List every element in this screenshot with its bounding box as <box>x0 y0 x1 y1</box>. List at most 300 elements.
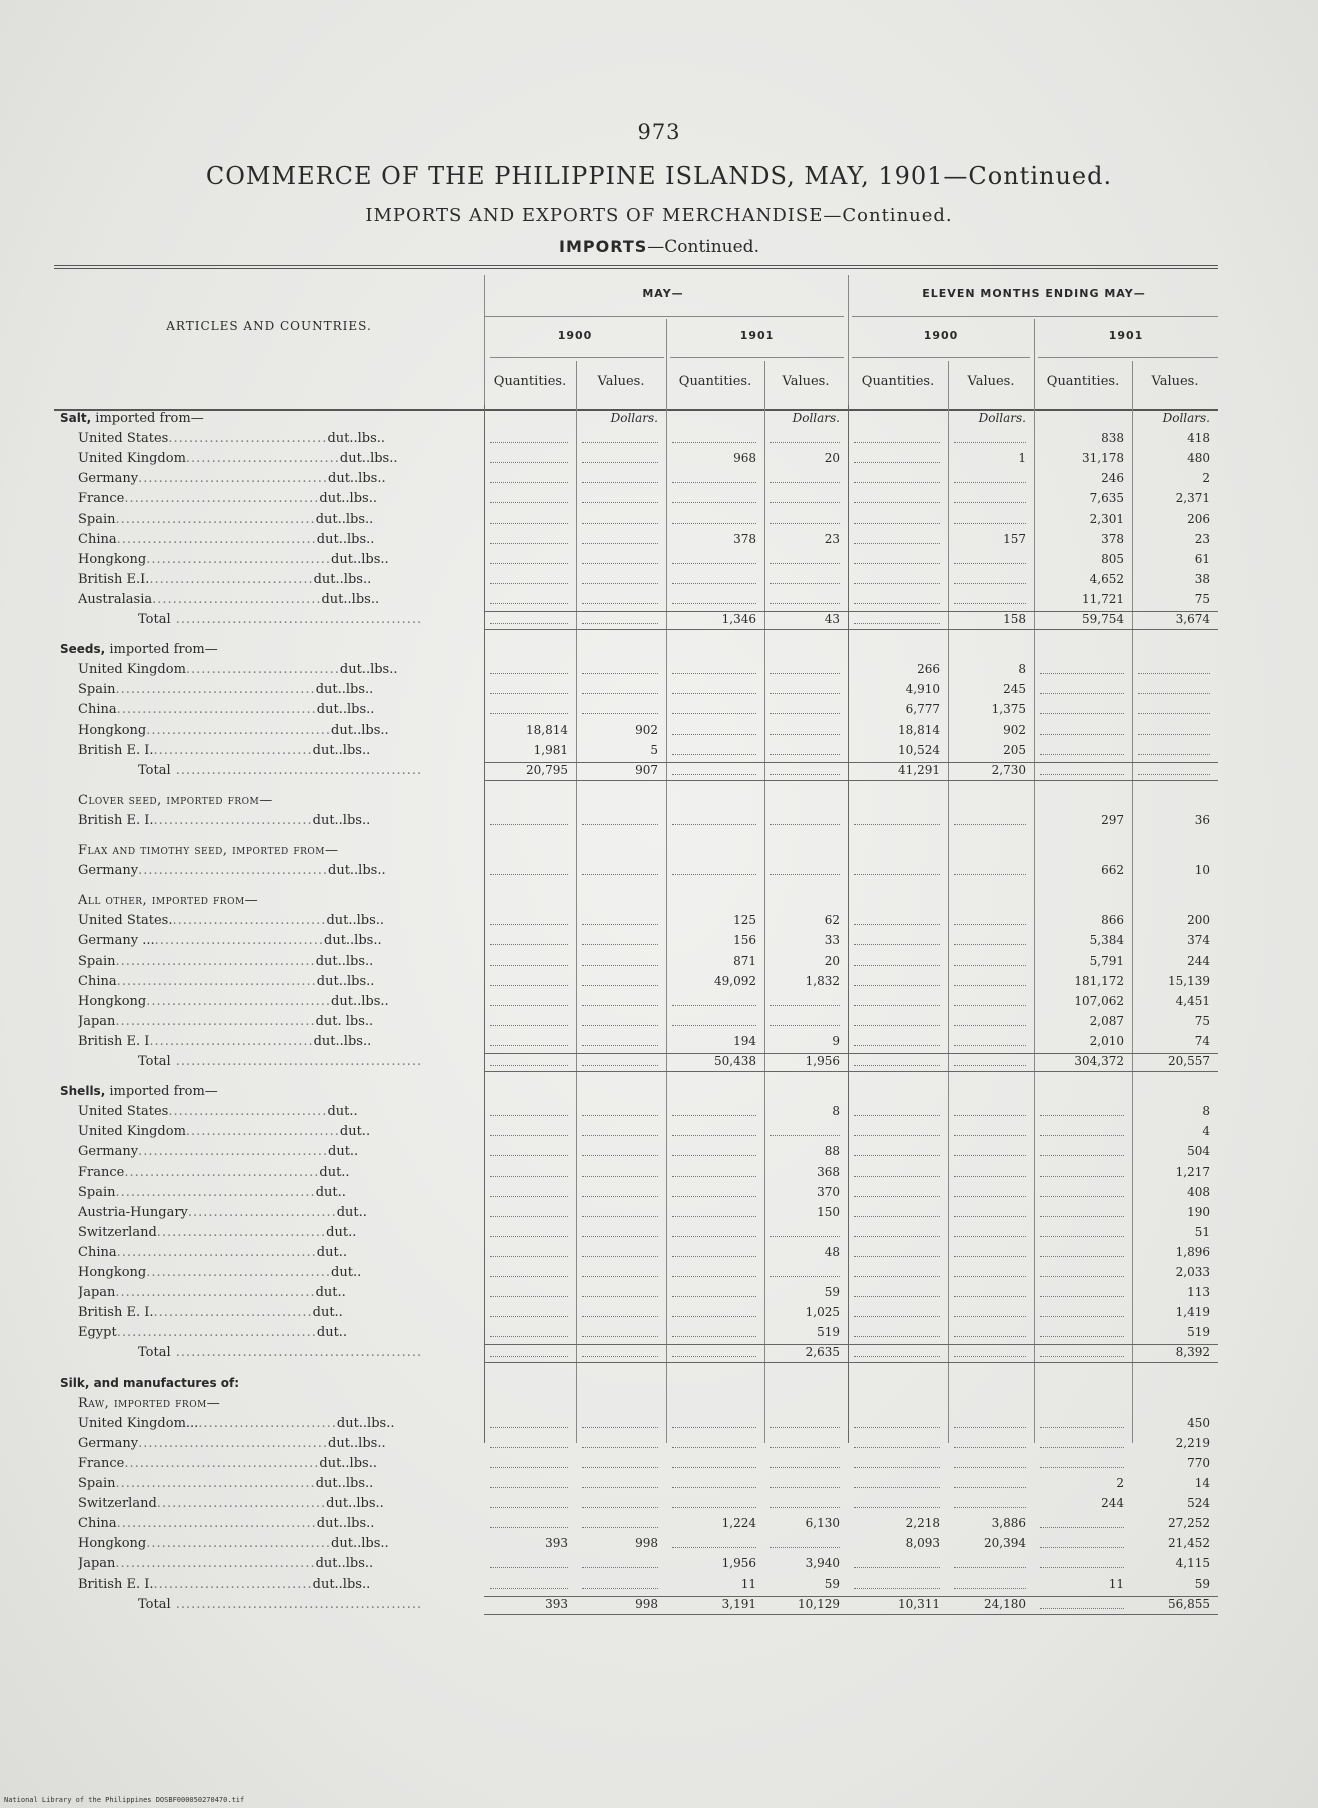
total-rule <box>484 1596 1218 1597</box>
empty-cell-dash <box>490 1427 568 1428</box>
row-label <box>60 411 480 426</box>
table-row <box>54 550 1218 570</box>
table-row <box>54 489 1218 509</box>
empty-cell-dash <box>1040 754 1124 755</box>
empty-cell-dash <box>582 824 658 825</box>
unit-label: dut..lbs.. <box>315 682 374 698</box>
country-name: Spain <box>78 511 116 527</box>
leader-dots: ....................................... <box>115 1285 316 1301</box>
section-title-rest: —Continued. <box>647 237 759 257</box>
empty-cell-dash <box>1040 1276 1124 1277</box>
empty-cell-dash <box>770 1427 840 1428</box>
table-cell: 107,062 <box>1074 993 1124 1008</box>
header-year-1900-may: 1900 <box>557 329 593 342</box>
table-cell: 6,777 <box>905 702 940 717</box>
empty-cell-dash <box>582 482 658 483</box>
table-cell: 20,795 <box>526 762 568 777</box>
row-label <box>78 682 480 697</box>
table-cell: 5,384 <box>1089 933 1124 948</box>
empty-cell-dash <box>954 1135 1026 1136</box>
empty-cell-dash <box>672 1507 756 1508</box>
empty-cell-dash <box>770 1467 840 1468</box>
row-label <box>78 1325 480 1340</box>
country-name: Japan <box>78 1285 116 1301</box>
leader-dots: ....................................... <box>115 1184 316 1200</box>
empty-cell-dash <box>672 693 756 694</box>
empty-cell-dash <box>582 693 658 694</box>
table-cell: 770 <box>1187 1455 1210 1470</box>
table-row <box>54 931 1218 951</box>
empty-cell-dash <box>1040 1356 1124 1357</box>
row-label <box>78 793 498 808</box>
table-cell: 4 <box>1202 1124 1210 1139</box>
empty-cell-dash <box>770 1276 840 1277</box>
empty-cell-dash <box>582 1296 658 1297</box>
table-row <box>54 1414 1218 1434</box>
empty-cell-dash <box>954 1427 1026 1428</box>
table-row <box>54 510 1218 530</box>
leader-dots: ........................... <box>198 1415 337 1431</box>
table-cell: 194 <box>733 1033 756 1048</box>
empty-cell-dash <box>672 734 756 735</box>
unit-label: dut..lbs.. <box>316 1516 375 1532</box>
empty-cell-dash <box>582 523 658 524</box>
empty-cell-dash <box>954 1316 1026 1317</box>
empty-cell-dash <box>1040 1567 1124 1568</box>
empty-cell-dash <box>490 442 568 443</box>
unit-label: dut..lbs.. <box>331 722 389 738</box>
empty-cell-dash <box>582 583 658 584</box>
table-cell: 3,940 <box>805 1556 840 1571</box>
empty-cell-dash <box>672 1135 756 1136</box>
empty-cell-dash <box>490 1507 568 1508</box>
table-cell: 10,524 <box>898 742 940 757</box>
leader-dots: ............................... <box>168 1104 328 1120</box>
table-cell: 158 <box>1003 612 1026 626</box>
total-rule <box>484 780 1218 781</box>
empty-cell-dash <box>582 1045 658 1046</box>
empty-cell-dash <box>1138 693 1210 694</box>
leader-dots: ............................... <box>153 1576 313 1592</box>
empty-cell-dash <box>854 1447 940 1448</box>
empty-cell-dash <box>490 1065 568 1066</box>
table-cell: 1,217 <box>1175 1164 1210 1179</box>
empty-cell-dash <box>954 502 1026 503</box>
empty-cell-dash <box>582 563 658 564</box>
empty-cell-dash <box>854 1567 940 1568</box>
table-cell: 245 <box>1003 682 1026 697</box>
table-row <box>54 992 1218 1012</box>
country-name: Japan <box>78 1556 116 1572</box>
empty-cell-dash <box>770 502 840 503</box>
row-label <box>78 994 480 1009</box>
empty-cell-dash <box>672 1447 756 1448</box>
table-cell: 75 <box>1194 1013 1210 1028</box>
table-row <box>54 700 1218 720</box>
table-cell: 450 <box>1187 1415 1210 1430</box>
table-cell: 1,025 <box>805 1305 840 1320</box>
country-name: Spain <box>78 1184 116 1200</box>
page-number: 973 <box>637 120 681 144</box>
table-row <box>54 590 1218 610</box>
empty-cell-dash <box>954 874 1026 875</box>
empty-cell-dash <box>954 1447 1026 1448</box>
empty-cell-dash <box>770 1507 840 1508</box>
table-cell: 14 <box>1194 1476 1210 1490</box>
leader-dots: ................................................ <box>170 1596 423 1612</box>
table-row <box>54 1575 1218 1595</box>
unit-label: dut..lbs.. <box>312 812 371 828</box>
table-cell: 907 <box>635 762 658 777</box>
table-cell: 297 <box>1101 812 1124 827</box>
leader-dots: ....................................... <box>116 973 317 989</box>
empty-cell-dash <box>582 1316 658 1317</box>
header-may: MAY— <box>642 287 684 300</box>
header-year-1901-may: 1901 <box>739 329 775 342</box>
empty-cell-dash <box>954 1487 1026 1488</box>
empty-cell-dash <box>490 543 568 544</box>
empty-cell-dash <box>954 523 1026 524</box>
empty-cell-dash <box>490 713 568 714</box>
empty-cell-dash <box>582 1256 658 1257</box>
empty-cell-dash <box>490 1336 568 1337</box>
empty-cell-dash <box>954 1115 1026 1116</box>
empty-cell-dash <box>770 523 840 524</box>
row-label <box>78 1436 480 1451</box>
empty-cell-dash <box>490 824 568 825</box>
empty-cell-dash <box>582 673 658 674</box>
empty-cell-dash <box>490 482 568 483</box>
empty-cell-dash <box>490 944 568 945</box>
row-label <box>78 1476 480 1491</box>
table-cell: 408 <box>1187 1184 1210 1199</box>
empty-cell-dash <box>954 1336 1026 1337</box>
table-cell: 524 <box>1187 1496 1210 1511</box>
table-cell: 2,635 <box>805 1345 840 1360</box>
empty-cell-dash <box>582 1115 658 1116</box>
table-cell: 150 <box>817 1204 840 1219</box>
country-name: British E. I <box>78 1033 150 1049</box>
empty-cell-dash <box>854 1276 940 1277</box>
empty-cell-dash <box>954 442 1026 443</box>
empty-cell-dash <box>582 1336 658 1337</box>
row-label <box>78 1225 480 1240</box>
table-cell: 393 <box>545 1536 568 1551</box>
table-header <box>54 265 1218 411</box>
table-cell: 4,451 <box>1175 993 1210 1008</box>
row-label <box>138 612 558 627</box>
table-row <box>54 429 1218 449</box>
empty-cell-dash <box>672 482 756 483</box>
table-cell: 1,981 <box>533 742 568 757</box>
empty-cell-dash <box>672 1115 756 1116</box>
empty-cell-dash <box>490 1567 568 1568</box>
empty-cell-dash <box>672 1467 756 1468</box>
empty-cell-dash <box>672 774 756 775</box>
unit-label: dut..lbs.. <box>331 551 389 567</box>
empty-cell-dash <box>582 1487 658 1488</box>
empty-cell-dash <box>954 1025 1026 1026</box>
unit-label: dut..lbs.. <box>315 1476 374 1491</box>
country-name: China <box>78 702 117 718</box>
table-cell: 20,394 <box>984 1536 1026 1551</box>
row-label <box>78 512 480 527</box>
row-label <box>78 1205 480 1220</box>
empty-cell-dash <box>854 543 940 544</box>
table-row <box>54 861 1218 881</box>
table-row <box>54 1223 1218 1243</box>
table-cell: 2,730 <box>991 762 1026 777</box>
empty-cell-dash <box>954 985 1026 986</box>
table-cell: 374 <box>1187 933 1210 948</box>
row-label <box>78 1014 480 1029</box>
section-heading: Silk, and manufactures of: <box>60 1375 240 1390</box>
empty-cell-dash <box>954 944 1026 945</box>
row-label <box>78 1265 480 1280</box>
table-cell: 62 <box>824 913 840 928</box>
table-cell: 43 <box>824 612 840 626</box>
empty-cell-dash <box>582 1216 658 1217</box>
row-label <box>78 1556 480 1571</box>
table-cell: 1,224 <box>721 1516 756 1531</box>
empty-cell-dash <box>770 1236 840 1237</box>
empty-cell-dash <box>1040 1236 1124 1237</box>
unit-label: dut..lbs.. <box>326 1496 384 1512</box>
empty-cell-dash <box>672 1236 756 1237</box>
row-label <box>138 1345 558 1360</box>
unit-label: dut..lbs.. <box>316 973 375 989</box>
empty-cell-dash <box>672 1025 756 1026</box>
table-cell: 519 <box>817 1325 840 1340</box>
empty-cell-dash <box>1040 1176 1124 1177</box>
empty-cell-dash <box>582 965 658 966</box>
table-cell: 15,139 <box>1168 973 1210 988</box>
table-cell: 504 <box>1187 1144 1210 1159</box>
country-name: China <box>78 973 117 989</box>
empty-cell-dash <box>582 1065 658 1066</box>
table-cell: 8 <box>1202 1104 1210 1119</box>
unit-label: dut..lbs.. <box>327 431 386 447</box>
empty-cell-dash <box>490 1296 568 1297</box>
unit-label: dut..lbs.. <box>313 571 372 587</box>
empty-cell-dash <box>954 965 1026 966</box>
unit-label: dut..lbs.. <box>315 1556 374 1572</box>
empty-cell-dash <box>770 874 840 875</box>
row-label <box>60 1084 480 1099</box>
empty-cell-dash <box>770 583 840 584</box>
unit-label: dut.. <box>326 1224 357 1240</box>
table-row <box>54 469 1218 489</box>
total-rule <box>484 1344 1218 1345</box>
empty-cell-dash <box>582 1356 658 1357</box>
table-cell: 9 <box>832 1033 840 1048</box>
table-cell: 1,956 <box>721 1556 756 1571</box>
table-cell: 50,438 <box>714 1054 756 1068</box>
empty-cell-dash <box>672 442 756 443</box>
table-cell: 1,832 <box>805 973 840 988</box>
empty-cell-dash <box>672 1155 756 1156</box>
empty-cell-dash <box>1040 1296 1124 1297</box>
row-label <box>60 1376 480 1391</box>
empty-cell-dash <box>770 693 840 694</box>
empty-cell-dash <box>954 1356 1026 1357</box>
unit-label: dut..lbs.. <box>328 863 386 879</box>
empty-cell-dash <box>954 1276 1026 1277</box>
empty-cell-dash <box>490 583 568 584</box>
empty-cell-dash <box>854 1135 940 1136</box>
country-name: Germany ... <box>78 933 155 949</box>
table-section-row <box>54 791 1218 811</box>
table-cell: 74 <box>1194 1033 1210 1048</box>
table-cell: 157 <box>1003 531 1026 546</box>
table-cell: 266 <box>917 662 940 677</box>
empty-cell-dash <box>672 1356 756 1357</box>
table-row <box>54 1303 1218 1323</box>
leader-dots: ....................................... <box>115 953 316 969</box>
empty-cell-dash <box>490 673 568 674</box>
leader-dots: .................................... <box>146 1536 332 1552</box>
table-cell: 998 <box>635 1596 658 1611</box>
total-label: Total <box>138 762 171 778</box>
empty-cell-dash <box>582 1155 658 1156</box>
empty-cell-dash <box>854 502 940 503</box>
empty-cell-dash <box>1040 1155 1124 1156</box>
country-name: Spain <box>78 682 116 698</box>
empty-cell-dash <box>770 1447 840 1448</box>
country-name: Hongkong <box>78 1265 147 1280</box>
empty-cell-dash <box>854 482 940 483</box>
table-section-row <box>54 640 1218 660</box>
table-row <box>54 1122 1218 1142</box>
unit-label: dut..lbs.. <box>324 933 382 949</box>
table-cell: 902 <box>635 722 658 737</box>
unit-label: dut..lbs.. <box>316 702 375 718</box>
table-cell: 1,419 <box>1175 1305 1210 1320</box>
table-cell: 244 <box>1187 953 1210 968</box>
country-name: United States <box>78 1104 169 1120</box>
table-row <box>54 811 1218 831</box>
empty-cell-dash <box>854 1487 940 1488</box>
table-row <box>54 1494 1218 1514</box>
empty-cell-dash <box>854 1507 940 1508</box>
table-cell: 2,087 <box>1089 1013 1124 1028</box>
unit-label: dut.. <box>316 1244 347 1260</box>
country-name: France <box>78 491 125 507</box>
empty-cell-dash <box>672 1005 756 1006</box>
leader-dots: ....................................... <box>115 1013 316 1029</box>
table-cell: 11,721 <box>1082 591 1124 606</box>
leader-dots: .............................. <box>185 662 340 678</box>
table-cell: 838 <box>1101 431 1124 446</box>
empty-cell-dash <box>1138 734 1210 735</box>
unit-label: dut..lbs.. <box>312 742 371 758</box>
empty-cell-dash <box>490 1115 568 1116</box>
unit-label: dut..lbs.. <box>315 511 374 527</box>
leader-dots: ....................................... <box>116 1244 317 1260</box>
empty-cell-dash <box>582 1588 658 1589</box>
table-cell: 49,092 <box>714 973 756 988</box>
leader-dots: ..................................... <box>138 1144 328 1160</box>
table-cell: 59,754 <box>1082 612 1124 626</box>
section-title <box>0 237 1318 257</box>
unit-label: dut..lbs.. <box>339 662 398 678</box>
table-cell: 368 <box>817 1164 840 1179</box>
unit-label: dut..lbs.. <box>319 491 377 507</box>
empty-cell-dash <box>490 1176 568 1177</box>
leader-dots: ................................................ <box>170 1345 423 1361</box>
country-name: Austria-Hungary <box>78 1204 188 1220</box>
empty-cell-dash <box>490 502 568 503</box>
empty-cell-dash <box>582 623 658 624</box>
table-cell: 1,896 <box>1175 1244 1210 1259</box>
empty-cell-dash <box>490 1316 568 1317</box>
empty-cell-dash <box>672 1296 756 1297</box>
empty-cell-dash <box>582 1025 658 1026</box>
table-cell: 246 <box>1101 471 1124 486</box>
country-name: Hongkong <box>78 551 147 567</box>
row-label <box>78 1124 480 1139</box>
table-cell: 1,956 <box>805 1054 840 1068</box>
table-row <box>54 1534 1218 1554</box>
table-cell: 11 <box>1108 1576 1124 1591</box>
country-name: Germany <box>78 1435 139 1451</box>
total-label: Total <box>138 612 171 627</box>
table-cell: 38 <box>1194 571 1210 586</box>
table-cell: 662 <box>1101 863 1124 878</box>
table-cell: 418 <box>1187 431 1210 446</box>
section-heading-text: imported from— <box>91 411 204 426</box>
row-label <box>78 974 480 989</box>
subsection-heading: Clover seed, imported from— <box>78 792 273 808</box>
table-row <box>54 449 1218 469</box>
table-cell: 59 <box>1194 1576 1210 1591</box>
table-cell: 3,886 <box>991 1516 1026 1531</box>
country-name: United Kingdom <box>78 451 186 467</box>
empty-cell-dash <box>1040 713 1124 714</box>
table-cell: 3,674 <box>1175 612 1210 626</box>
empty-cell-dash <box>672 1256 756 1257</box>
empty-cell-dash <box>854 1236 940 1237</box>
empty-cell-dash <box>1040 774 1124 775</box>
total-label: Total <box>138 1054 171 1069</box>
leader-dots: ....................................... <box>116 1516 317 1532</box>
country-name: Hongkong <box>78 1536 147 1552</box>
table-total-row <box>54 610 1218 630</box>
table-row <box>54 1163 1218 1183</box>
empty-cell-dash <box>770 774 840 775</box>
empty-cell-dash <box>954 1155 1026 1156</box>
empty-cell-dash <box>854 1427 940 1428</box>
empty-cell-dash <box>1040 1135 1124 1136</box>
row-label <box>78 1416 480 1431</box>
empty-cell-dash <box>854 583 940 584</box>
empty-cell-dash <box>854 1045 940 1046</box>
table-cell: 5 <box>650 742 658 757</box>
unit-label: dut..lbs.. <box>313 1033 372 1049</box>
empty-cell-dash <box>770 734 840 735</box>
empty-cell-dash <box>954 1045 1026 1046</box>
empty-cell-dash <box>582 1567 658 1568</box>
section-heading: Seeds, <box>60 642 106 657</box>
empty-cell-dash <box>672 603 756 604</box>
table-cell: 10,129 <box>798 1596 840 1611</box>
empty-cell-dash <box>582 713 658 714</box>
empty-cell-dash <box>854 985 940 986</box>
leader-dots: ...................................... <box>124 1455 320 1471</box>
empty-cell-dash <box>672 673 756 674</box>
total-rule <box>484 762 1218 763</box>
row-label <box>78 471 480 486</box>
